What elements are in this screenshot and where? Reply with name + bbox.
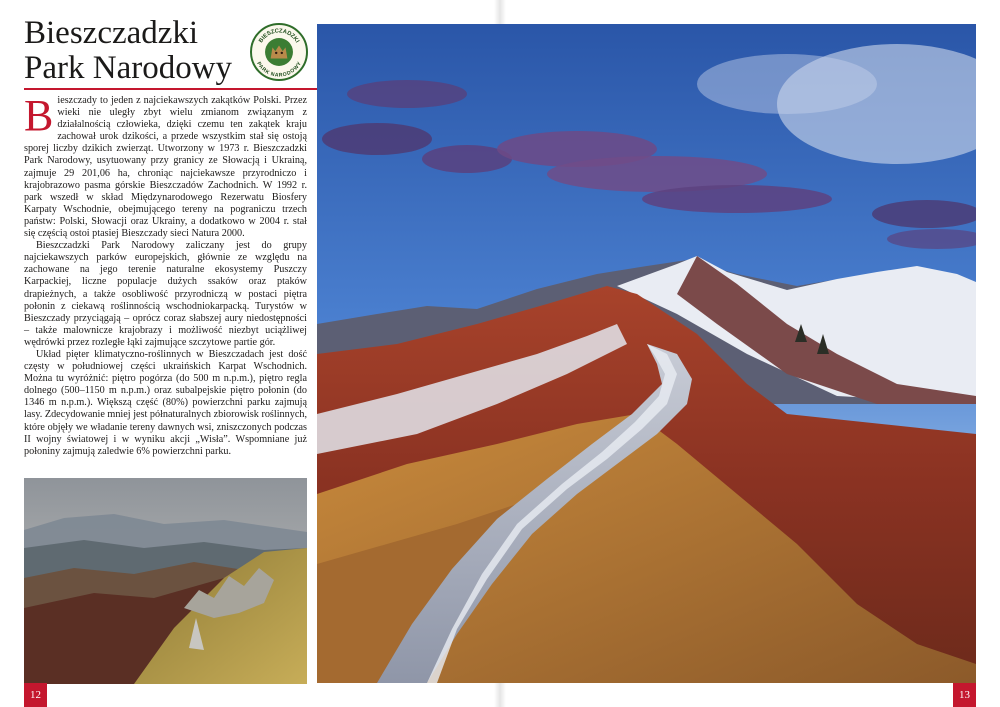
mountain-trail-photo <box>317 24 976 683</box>
paragraph-1 <box>24 91 307 240</box>
title-line-1: Bieszczadzki <box>24 15 199 51</box>
paragraph-1-text: ieszczady to jeden z najciekawszych zakątków Polski. Przez wieki nie uległy zbyt wielu zmianom związanym z działalnością człowieka, dzięki czemu ten zakątek kraju zachował urok dzikości, a przede wszystkim stał się ostoją sporej liczby dzikich zwierząt. Utworzony w 1973 r. Bieszczadzki Park Narodowy, usytuowany przy granicy ze Słowacją i Ukrainą, zajmuje 29 201,06 ha, chroniąc najciekawsze przyrodniczo i krajobrazowo pasma górskie Bieszczadów Zachodnich. W 1992 r. park wszedł w skład Międzynarodowego Rezerwatu Biosfery Karpaty Wschodnie, obejmującego tereny na pograniczu trzech państw: Polski, Słowacji oraz Ukrainy, a dodatkowo w 2004 r. stał się częścią ostoi ptasiej Bieszczady sieci Natura 2000. <box>24 95 307 240</box>
page-title <box>24 16 244 86</box>
paragraph-2: Bieszczadzki Park Narodowy zaliczany jest do grupy najciekawszych parków europejskich, głównie ze względu na zachowane na jego terenie naturalne ekosystemy Puszczy Karpackiej, liczne populacje dużych ssaków oraz ptaków drapieżnych, a także osobliwość przyrodniczą w postaci piętra połonin z ciekawą roślinnością wschodniokarpacką. Turystów w Bieszczady przyciągają – oprócz coraz słabszej aury niedostępności – także malownicze krajobrazy i możliwość niezbyt uciążliwej wędrówki przez rozległe łąki zajmujące szczytowe partie gór. <box>24 240 307 348</box>
park-emblem-badge <box>250 23 308 81</box>
paragraph-3: Układ pięter klimatyczno-roślinnych w Bieszczadach jest dość częsty w południowej części ukraińskich Karpat Wschodnich. Można tu wyróżnić: piętro pogórza (do 500 m n.p.m.), piętro regla dolnego (500–1150 m n.p.m.) oraz subalpejskie piętro połonin (do 1346 m n.p.m.). Większą część (80%) powierzchni parku zajmują lasy. Zdecydowanie mniej jest półnaturalnych zbiorowisk roślinnych, które objęły we władanie tereny dawnych wsi, zniszczonych podczas II wojny światowej i w wyniku akcji „Wisła”. Wspomniane już połoniny zajmują zaledwie 6% powierzchni parku. <box>24 348 307 457</box>
article-body <box>24 91 307 475</box>
lynx-emblem-icon <box>252 25 306 79</box>
drop-cap: B <box>24 91 54 140</box>
badge-text-bottom: PARK NARODOWY <box>255 61 303 79</box>
page-number-left: 12 <box>24 683 47 707</box>
badge-text-top: BIESZCZADZKI <box>258 28 300 45</box>
title-rule <box>24 88 318 90</box>
title-line-2: Park Narodowy <box>24 50 233 86</box>
mountain-photo-small <box>24 478 307 684</box>
page-number-right: 13 <box>953 683 976 707</box>
